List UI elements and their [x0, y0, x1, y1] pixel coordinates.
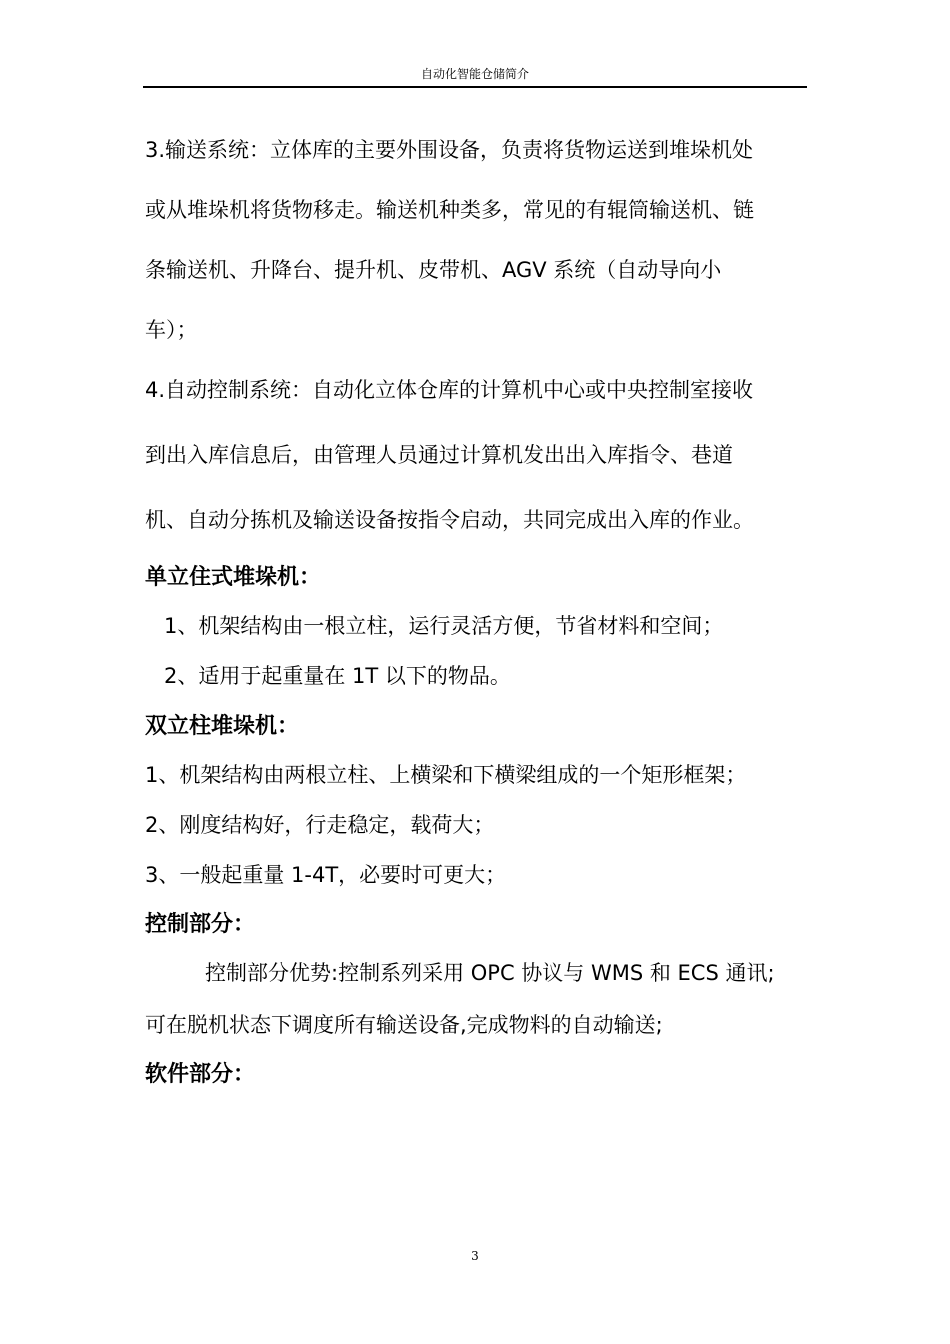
- paragraph-line: 到出入库信息后，由管理人员通过计算机发出出入库指令、巷道: [145, 443, 733, 467]
- page-header: [143, 66, 807, 88]
- header-title: 自动化智能仓储简介: [420, 67, 529, 81]
- paragraph-line: 3.输送系统：立体库的主要外围设备，负责将货物运送到堆垛机处: [145, 138, 754, 162]
- paragraph-line: 条输送机、升降台、提升机、皮带机、AGV 系统（自动导向小: [145, 258, 722, 282]
- paragraph-line: 可在脱机状态下调度所有输送设备,完成物料的自动输送;: [145, 1013, 663, 1037]
- section-heading-software: 软件部分：: [145, 1062, 256, 1087]
- paragraph-line: 机、自动分拣机及输送设备按指令启动，共同完成出入库的作业。: [145, 508, 754, 532]
- paragraph-line: 控制部分优势:控制系列采用 OPC 协议与 WMS 和 ECS 通讯;: [205, 961, 775, 985]
- section-heading-single-column: 单立住式堆垛机：: [145, 565, 322, 590]
- paragraph-line: 4.自动控制系统：自动化立体仓库的计算机中心或中央控制室接收: [145, 378, 754, 402]
- section-heading-control: 控制部分：: [145, 912, 256, 937]
- list-item: 1、机架结构由两根立柱、上横梁和下横梁组成的一个矩形框架；: [145, 763, 747, 787]
- section-heading-double-column: 双立柱堆垛机：: [145, 714, 300, 739]
- paragraph-line: 车）；: [145, 318, 198, 342]
- list-item: 1、机架结构由一根立柱，运行灵活方便，节省材料和空间；: [164, 614, 724, 638]
- list-item: 2、适用于起重量在 1T 以下的物品。: [164, 664, 511, 688]
- list-item: 3、一般起重量 1-4T，必要时可更大；: [145, 863, 507, 887]
- page-number: 3: [471, 1249, 479, 1263]
- paragraph-line: 或从堆垛机将货物移走。输送机种类多，常见的有辊筒输送机、链: [145, 198, 754, 222]
- list-item: 2、刚度结构好，行走稳定，载荷大；: [145, 813, 495, 837]
